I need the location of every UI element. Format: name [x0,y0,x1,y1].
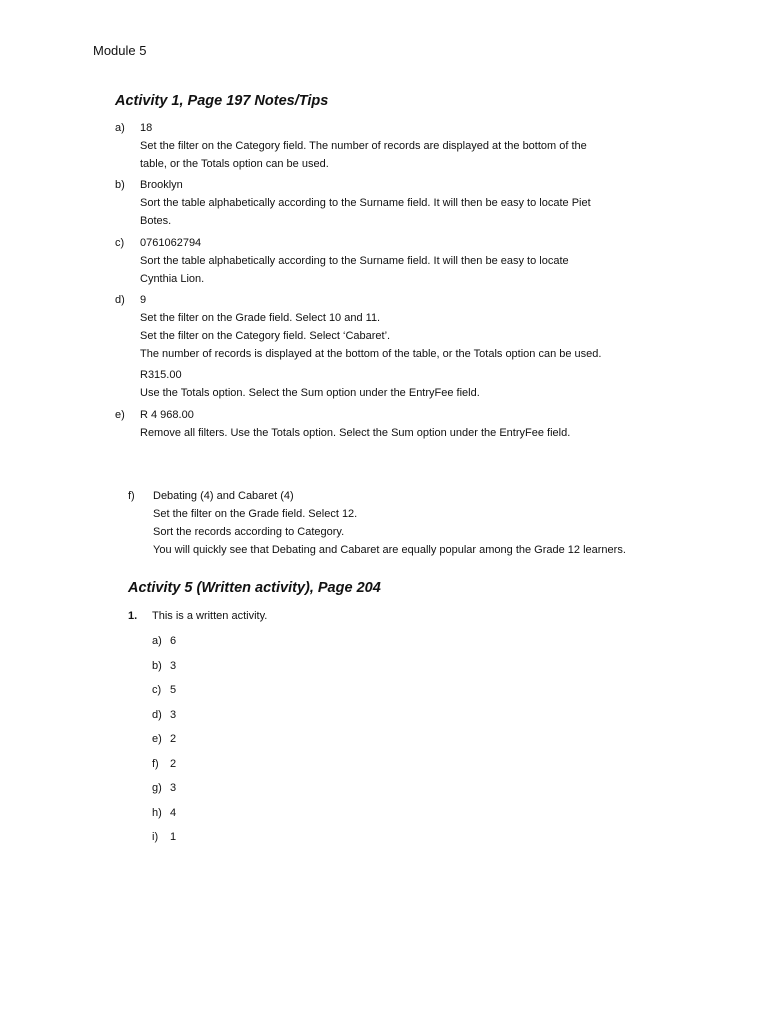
tip-line: You will quickly see that Debating and Cabaret are equally popular among the Grade 12 learners. [153,544,626,556]
list-item [152,730,176,755]
activity-1-heading: Activity 1, Page 197 Notes/Tips [115,93,329,109]
item-letter: f) [128,490,135,502]
list-item [152,706,176,731]
answer-label: f) [152,757,159,770]
answer-label: g) [152,782,162,794]
tip-line: Sort the table alphabetically according to the Surname field. It will then be easy to locate [140,255,569,267]
answer-label: i) [152,831,159,843]
list-item [152,755,176,780]
answer-value: 1 [170,831,177,843]
page-header-module: Module 5 [93,43,147,58]
answer-value: 0761062794 [140,237,202,249]
answer-value: 3 [170,659,177,672]
answer-label: a) [152,635,162,647]
answer-value: 5 [170,684,177,696]
tip-line: Set the filter on the Category field. The number of records are displayed at the bottom of the [140,140,587,152]
tip-line: Cynthia Lion. [140,273,205,285]
list-item [152,804,176,829]
answer-value: Debating (4) and Cabaret (4) [153,490,294,502]
answer-label: b) [152,659,162,672]
item-letter: b) [115,179,125,191]
answer-value: 2 [170,757,177,770]
answer-label: e) [152,733,162,745]
tip-line: Set the filter on the Grade field. Select 12. [153,508,358,520]
list-item [152,632,176,657]
answer-label: d) [152,708,162,721]
item-letter: a) [115,122,125,134]
list-item [152,779,176,804]
item-letter: e) [115,409,125,421]
answer-value: 3 [170,782,177,794]
item-body [140,176,660,230]
tip-line: Botes. [140,215,172,227]
list-item [152,681,176,706]
item-body [153,487,713,559]
list-item [152,657,176,682]
question-number: 1. [128,610,138,622]
item-body [140,119,660,173]
answer-value: 9 [140,294,147,306]
answer-value: 18 [140,122,153,134]
item-letter: d) [115,294,125,306]
answer-label: c) [152,684,162,696]
answer-value: 4 [170,806,177,819]
answer-value: 2 [170,733,177,745]
answer-value: Brooklyn [140,179,183,191]
tip-line: Set the filter on the Category field. Select ‘Cabaret’. [140,330,391,342]
tip-line: Remove all filters. Use the Totals option. Select the Sum option under the EntryFee field. [140,427,571,439]
answer-value: 6 [170,635,177,647]
list-item [152,828,176,853]
item-letter: c) [115,237,125,249]
answer-list [152,632,176,853]
activity-5-heading: Activity 5 (Written activity), Page 204 [128,580,381,596]
item-body [140,234,660,288]
tip-line: Use the Totals option. Select the Sum option under the EntryFee field. [140,387,480,399]
tip-line: Sort the table alphabetically according to the Surname field. It will then be easy to locate Piet [140,197,591,209]
question-text: This is a written activity. [152,610,268,622]
answer-value: R 4 968.00 [140,409,194,421]
tip-line: table, or the Totals option can be used. [140,158,329,170]
answer-value: R315.00 [140,369,182,381]
item-body [140,291,660,402]
tip-line: Sort the records according to Category. [153,526,345,538]
answer-label: h) [152,806,162,819]
tip-line: The number of records is displayed at the bottom of the table, or the Totals option can be used. [140,348,602,360]
answer-value: 3 [170,708,177,721]
item-body [140,406,660,442]
tip-line: Set the filter on the Grade field. Select 10 and 11. [140,312,381,324]
